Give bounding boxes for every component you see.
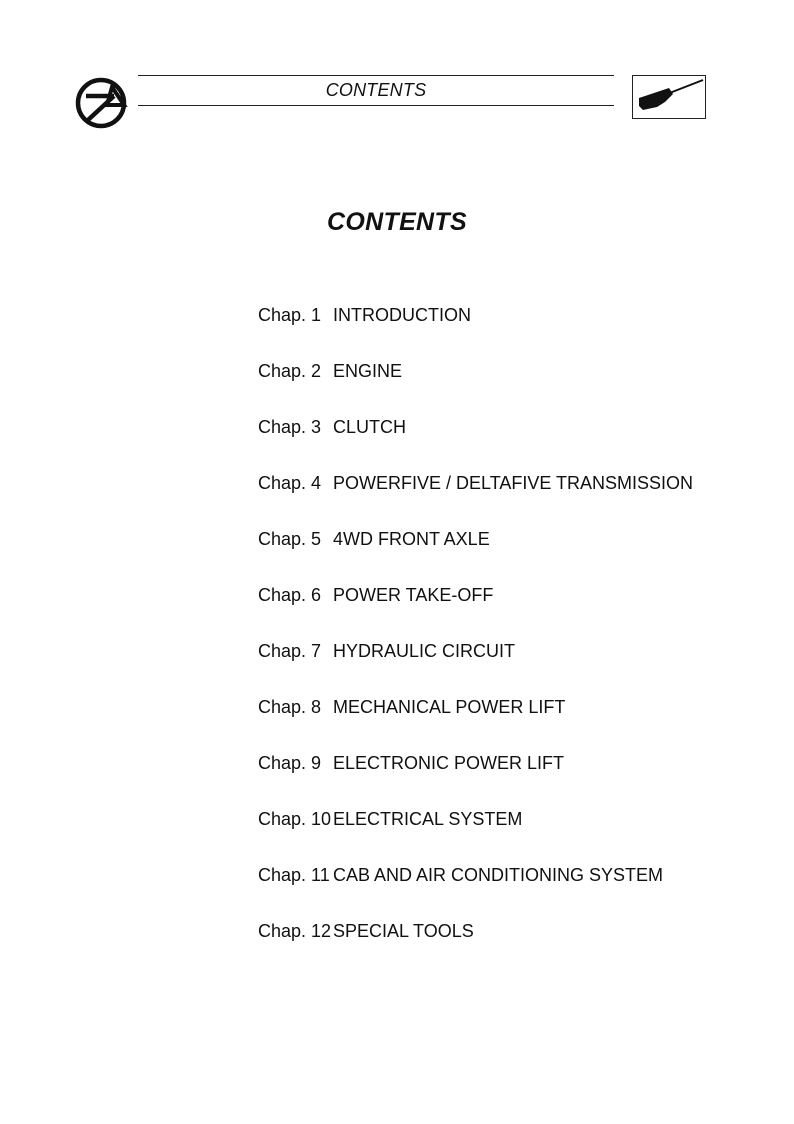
toc-item-chap-2[interactable] xyxy=(258,359,693,415)
pointing-hand-icon xyxy=(632,75,706,119)
chapter-number: Chap. 3 xyxy=(258,417,322,437)
toc-item-chap-8[interactable] xyxy=(258,695,693,751)
chapter-title: ELECTRONIC POWER LIFT xyxy=(333,753,565,773)
toc-item-chap-5[interactable] xyxy=(258,527,693,583)
chapter-title: ENGINE xyxy=(333,361,403,381)
chapter-number: Chap. 1 xyxy=(258,305,322,325)
chapter-number: Chap. 9 xyxy=(258,753,322,773)
toc-item-chap-1[interactable] xyxy=(258,303,693,359)
chapter-title: CLUTCH xyxy=(333,417,407,437)
toc-item-chap-7[interactable] xyxy=(258,639,693,695)
toc-item-chap-4[interactable] xyxy=(258,471,693,527)
chapter-title: 4WD FRONT AXLE xyxy=(333,529,490,549)
chapter-number: Chap. 4 xyxy=(258,473,322,493)
toc-item-chap-9[interactable] xyxy=(258,751,693,807)
chapter-title: POWER TAKE-OFF xyxy=(333,585,494,605)
chapter-number: Chap. 7 xyxy=(258,641,322,661)
toc-item-chap-6[interactable] xyxy=(258,583,693,639)
chapter-title: SPECIAL TOOLS xyxy=(333,921,474,941)
toc-item-chap-11[interactable] xyxy=(258,863,693,919)
chapter-title: POWERFIVE / DELTAFIVE TRANSMISSION xyxy=(333,473,694,493)
table-of-contents xyxy=(258,303,693,975)
header-rule-top xyxy=(138,75,614,76)
header-rule-bottom xyxy=(138,105,614,106)
toc-item-chap-3[interactable] xyxy=(258,415,693,471)
brand-logo-icon xyxy=(74,77,128,129)
chapter-number: Chap. 5 xyxy=(258,529,322,549)
page-title: CONTENTS xyxy=(327,208,467,236)
chapter-number: Chap. 10 xyxy=(258,809,332,829)
chapter-number: Chap. 6 xyxy=(258,585,322,605)
chapter-number: Chap. 11 xyxy=(258,865,330,885)
chapter-title: ELECTRICAL SYSTEM xyxy=(333,809,523,829)
chapter-title: HYDRAULIC CIRCUIT xyxy=(333,641,516,661)
chapter-number: Chap. 2 xyxy=(258,361,322,381)
toc-item-chap-12[interactable] xyxy=(258,919,693,975)
header-title: CONTENTS xyxy=(325,80,427,100)
chapter-title: MECHANICAL POWER LIFT xyxy=(333,697,566,717)
chapter-title: INTRODUCTION xyxy=(333,305,471,325)
chapter-number: Chap. 12 xyxy=(258,921,332,941)
chapter-number: Chap. 8 xyxy=(258,697,322,717)
toc-item-chap-10[interactable] xyxy=(258,807,693,863)
chapter-title: CAB AND AIR CONDITIONING SYSTEM xyxy=(333,865,664,885)
